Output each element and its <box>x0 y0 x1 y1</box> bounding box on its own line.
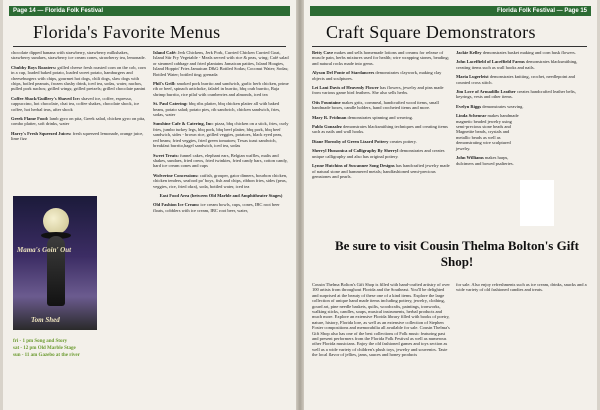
demonstrator-entry: Sherryl Hussonica of Calligraphy By Sherryl demonstrates and creates unique calligraphy and also has original pottery. <box>312 148 445 159</box>
menu-column-1 <box>11 50 147 146</box>
demonstrator-entry: Pablo Gonzalez demonstrates blacksmithing techniques and creating items such as nails and wall hooks. <box>312 124 448 135</box>
menu-entry: Sunshine Cafe & Catering, Inc: pizza, bbq chicken on a stick, fries, curly fries, jumbo turkey legs, bbq pork, bbq beef platter, bbq pork, bbq beef sandwich, sides - brown rice, grilled veggies, potatoes, black eyed peas, red beans; fried veggies, fried green tomatoes; Texas toast sandwich, breakfast burrito,bagel sandwich, iced tea, sodas <box>153 121 289 149</box>
right-page-header: Florida Folk Festival — Page 15 <box>310 6 591 16</box>
demonstrator-entry: Otis Fountaine makes grits, cornmeal, handcrafted wood items, small handmade boxes, candle holders, hand crocheted items and more. <box>312 99 439 111</box>
demonstrator-entry: Jim Love of Armadillo Leather creates handcrafted leather belts, keyrings, vests and other items. <box>456 89 576 100</box>
title-rule <box>312 46 587 47</box>
left-page-header: Page 14 — Florida Folk Festival <box>9 6 290 16</box>
poster-title: Mama's Goin' Out <box>17 246 72 254</box>
menu-entry: Chubby Boys Roasters: grilled cheese fresh roasted corn on the cob, corn in a cup, loaded baked potato, loaded sweet potato, hamburgers and cheeseburgers with chips, gourmet hot dogs, chili dogs, slaw dogs with chips, boiled peanuts, frozen slushy drink, iced tea, sodas, water, nachos, pulled pork nachos; grilled wings; grilled pretzels; grilled chocolate panini <box>11 64 146 92</box>
page-gutter <box>296 0 304 410</box>
poster-name: Tom Shed <box>31 316 60 324</box>
menu-entry: Greek Flame Food: lamb gyro on pita, Greek salad, chicken gyro on pita, combo platter, soft drinks, water <box>11 116 146 127</box>
gift-shop-column-1 <box>312 282 450 362</box>
gift-shop-column-2 <box>456 282 590 297</box>
demonstrator-entry: Jackie Kelley demonstrates basket making and corn husk flowers. <box>456 50 576 55</box>
title-rule <box>13 46 286 47</box>
demonstrator-entry: Betty Cave makes and sells homemade lotions and creams for release of muscle pain, herbs mixtures used for health; wire wrapping stones, beading; and natural rocks made into gems. <box>312 50 449 66</box>
schedule-line: sat - 12 pm Old Marble Stage <box>13 346 76 351</box>
menu-entry: Wolverine Concessions: catfish, grouper, gator dinners, bourbon chicken, chicken tenders, seafood po' boys, fish and chips, ribbon fries, sides (peas, veggies, rice, fried okra), soda, bottled water, iced tea <box>153 172 288 189</box>
tom-shed-poster <box>13 196 97 330</box>
left-page-title: Florida's Favorite Menus <box>33 22 221 42</box>
gift-shop-headline: Be sure to visit Cousin Thelma Bolton's Gift Shop! <box>334 238 580 269</box>
demonstrator-entry: Evelyn Riggs demonstrates weaving. <box>456 103 524 109</box>
menu-entry: Old Fashion Ice Cream: ice cream bowls, cups, cones, IBC root beer floats, cobblers with ice cream, IBC root beer, water, <box>153 202 280 213</box>
demonstrator-entry: John Laceffield of Laceffield Farms demonstrates blacksmithing, creating items such as wall hooks and nails. <box>456 59 578 70</box>
demonstrator-entry: Diane Hornsby of Green Lizard Pottery creates pottery. <box>312 138 417 144</box>
menu-column-2 <box>153 50 289 217</box>
schedule-line: fri - 1 pm Song and Story <box>13 339 68 344</box>
demonstrator-entry: Mary R. Fridman demonstrates spinning and weaving. <box>312 114 413 120</box>
gift-shop-paragraph: Cousin Thelma Bolton's Gift Shop is filled with hand-crafted artistry of over 100 artists from throughout Florida and the Southeast. You'll be delighted and surprised at the beauty of these one of a kind items. Explore the large collection of unique hand made items including pottery, jewelry, clothing, gourd art, pine needle baskets, quilts, woodcrafts, paintings, ironworks, walking sticks, candles, soaps, musical instruments, herbal products and much more. Explore an extensive Florida library filled with books of poetry, nature, history, Florida lore, as well as an extensive collection of Stephen Foster compositions and memorabilia all available for sale. Cousin Thelma's Gift Shop also has one of the best collections of Folk music featuring past and present performers from the Florida Folk Festival as well as numerous other Florida musicians. Enjoy the old fashioned games and toys section as well as a wide variety of children's plush toys, jewelry and souvenirs. Taste the local flavor of jellies, jams, sauces and honey products <box>312 282 450 358</box>
blank-photo-area <box>520 180 554 226</box>
menu-entry: Harry's Fresh Squeezed Juices: fresh squeezed lemonade, orange juice, lime fizz <box>11 130 144 142</box>
demonstrator-entry: Linda Schenrar makes handmade magnetic beaded jewelry using semi-precious stone beads and Magnetite beads, crystals and metallic beads as well as demonstrating wire sculptured jewelry. <box>456 113 519 151</box>
menu-entry: Sweet Treats: funnel cakes, elephant ears, Belgian waffles, malts and shakes, sundaes, fried oreos, fried twinkies, fried candy bars, cotton candy, hard ice cream cones and cups <box>153 152 288 169</box>
demonstrator-entry: John Williams makes harps, dulcimers and bowed psalteries. <box>456 155 514 166</box>
demonstrator-entry: Maria Lugerleist demonstrates knitting, crochet, needlepoint and counted cross stitch. <box>456 74 575 85</box>
menu-entry: Phil's Grill: smoked pork burrito and sandwich, garlic herb chicken, prime rib or beef, spinach artichoke, falafel in burrito, bbq crab burrito, Baja shrimp burrito, rice pilaf with cranberries and almonds, iced tea <box>153 81 289 97</box>
demonstrators-column-2 <box>456 50 590 170</box>
menu-entry: Coffee Shack/Guillery's Shaved Ice: shaved ice, coffee, espresso, cappuccino, hot chocolate, chai tea, coffee shakes, chocolate shock, ice coffee, hot herbal teas, after shock <box>11 95 140 112</box>
menu-entry: Island Café: Jerk Chickens, Jerk Pork, Curried Chicken Curried Goat, Island Stir Fry Vegetable - Meals served with rice & peas, wing; Café salad or steamed cabbage and fried plantains Jamaican patties, Island Hoagies, Island Hoppin' Fries Jamaican D&G Bottled Sodas; Coconut Water; Sodas; Bottled Water; bottled ting; grenada <box>153 50 289 77</box>
menu-entry: St. Paul Catering: bbq ribs platter, bbq chicken platter all with baked beans, potato salad; potato pies, rib sandwich, chicken sandwich, fries, sodas, water <box>153 101 281 118</box>
menu-entry: chocolate dipped banana with strawberry, strawberry milkshakes, strawberry sundaes, strawberry ice cream cones, strawberry tea, lemonade. <box>11 50 146 61</box>
left-page <box>3 0 296 410</box>
demonstrator-entry: Lynne Hutchins of Suwannee Song Designs has handcrafted jewelry made of natural stone and hammered metals; handfashioned semi-precious gemstones and pearls. <box>312 163 450 179</box>
moon-shape <box>43 208 69 234</box>
right-page-title: Craft Square Demonstrators <box>326 22 536 42</box>
gift-shop-paragraph: for sale. Also enjoy refreshments such as ice cream, drinks, snacks and a wide variety of old fashioned candies and treats. <box>456 282 587 293</box>
menu-area-heading: East Food Area (between Old Marble and Amphitheater Stages) <box>159 192 283 198</box>
demonstrators-column-1 <box>312 50 450 183</box>
performance-schedule <box>13 338 103 359</box>
demonstrator-entry: Lei Lani Davis of Heavenly Flower has flowers, jewelry and pins made from various game bird feathers. She also sells herbs. <box>312 85 444 96</box>
demonstrator-entry: Alyson Del Ponte of Stardancers demonstrates claywork, making clay objects and sculptures. <box>312 70 442 81</box>
schedule-line: sun - 11 am Gazebo at the river <box>13 353 80 358</box>
